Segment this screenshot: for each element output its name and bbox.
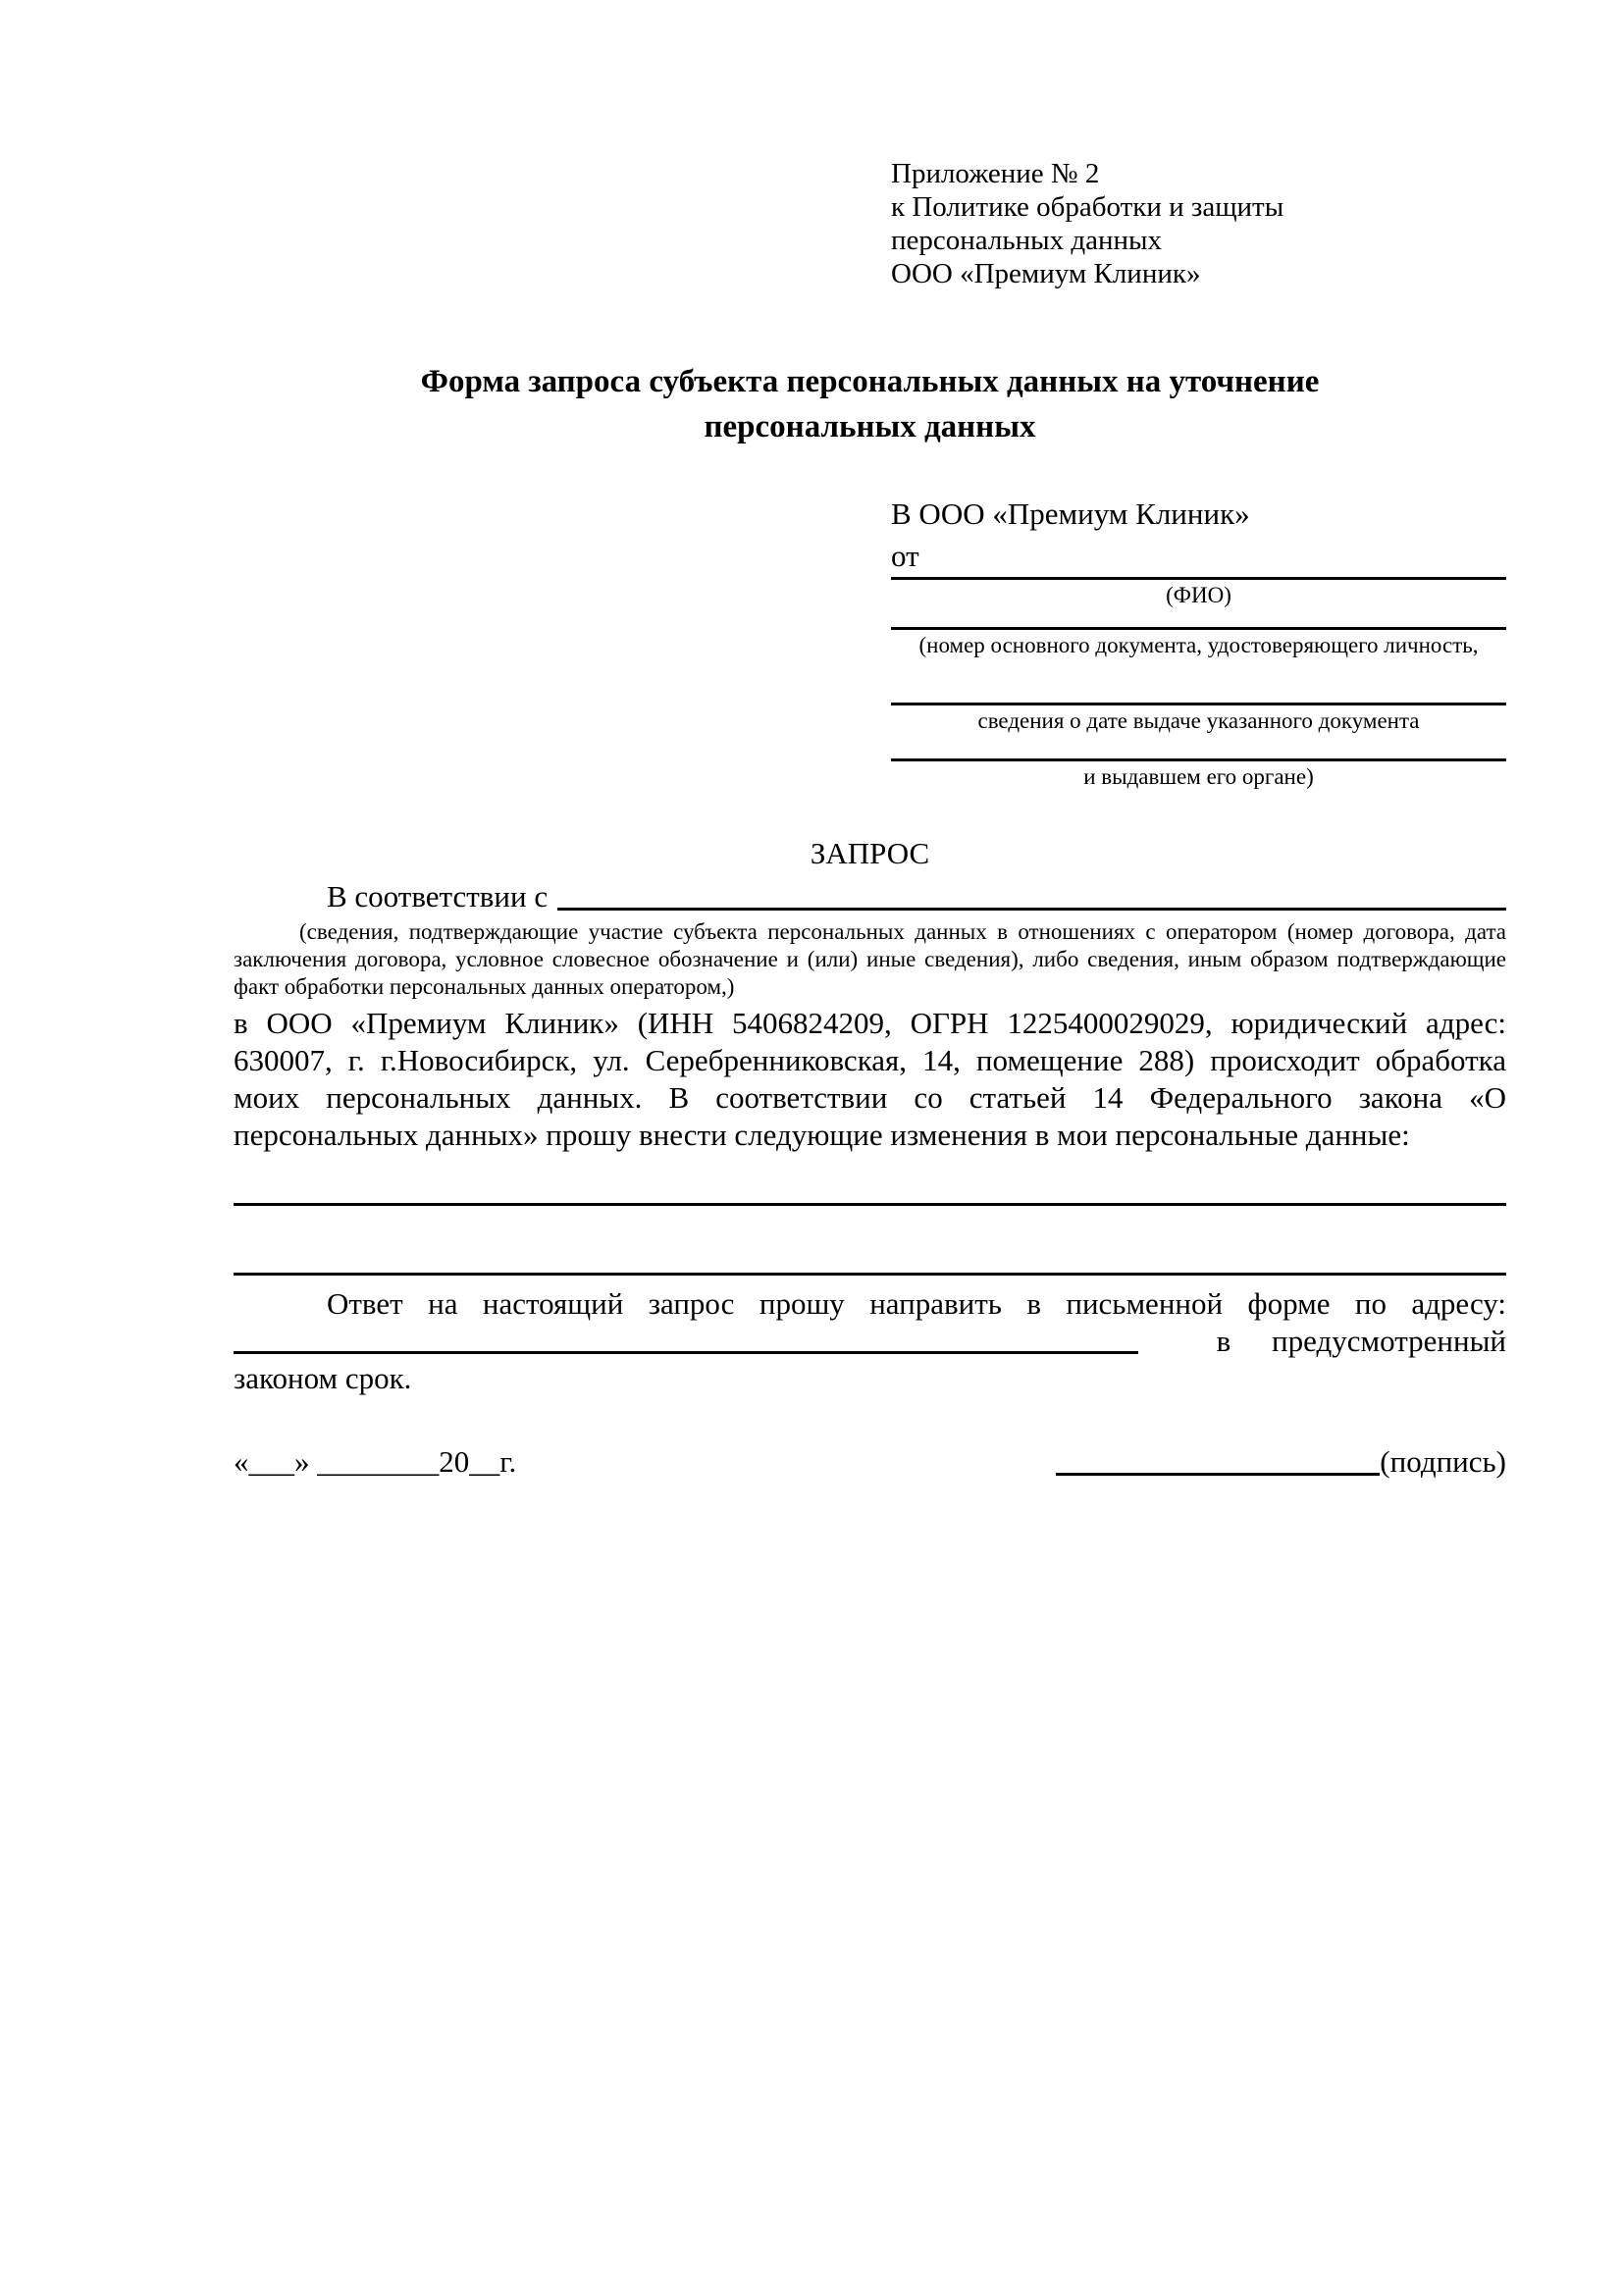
address-input-line [234,1351,1138,1354]
changes-input-line-2 [234,1273,1506,1276]
basis-input-line [557,877,1506,911]
signature-caption: (подпись) [1380,1444,1506,1479]
changes-input-line-1 [234,1203,1506,1206]
basis-lead-text: В соответствии с [327,879,549,913]
fio-caption: (ФИО) [1166,583,1231,607]
signature-field [1056,1442,1506,1482]
issuing-authority-field [891,758,1506,789]
addressee-organization: В ООО «Премиум Клиник» [891,496,1250,531]
form-title: Форма запроса субъекта персональных данных на уточнение персональных данных [420,364,1320,444]
fio-field [891,577,1506,607]
document-number-field [891,627,1506,657]
signature-row [234,1442,1506,1482]
appendix-header [891,157,1506,290]
issuing-authority-caption: и выдавшем его органе) [1083,764,1314,789]
appendix-header-line: персональных данных [891,225,1163,256]
addressee-from-label: от [891,539,919,573]
reply-tail-text: в предусмотренный [1216,1324,1506,1358]
request-heading: ЗАПРОС [810,836,930,870]
appendix-header-line: ООО «Премиум Клиник» [891,258,1201,289]
issue-date-caption: сведения о дате выдаче указанного документа [977,708,1420,733]
addressee-block [891,493,1506,789]
appendix-header-line: Приложение № 2 [891,158,1100,189]
reply-closing-text: законом срок. [234,1361,412,1395]
main-paragraph: в ООО «Премиум Клиник» (ИНН 5406824209, ОГРН 1225400029029, юридический адрес: 630007, г. г.Новосибирск, ул. Серебренниковская, 14, помещение 288) происходит обработка моих персональных данных. В соответствии со статьей 14 Федерального закона «О персональных данных» прошу внести следующие изменения в мои персональные данные: [234,1006,1506,1152]
basis-footnote: (сведения, подтверждающие участие субъекта персональных данных в отношениях с оператором (номер договора, дата заключения договора, условное словесное обозначение и (или) иные сведения), либо сведения, иным образом подтверждающие факт обработки персональных данных оператором,) [234,919,1506,999]
reply-lead-text: Ответ на настоящий запрос прошу направить в письменной форме по адресу: [327,1286,1506,1321]
signature-input-line [1056,1473,1380,1476]
date-blank: «___» ________20__г. [234,1444,517,1479]
issue-date-field [891,703,1506,733]
reply-paragraph [234,1285,1506,1397]
document-number-caption: (номер основного документа, удостоверяющего личность, [918,633,1479,657]
reply-address-row [234,1323,1506,1360]
basis-row [234,877,1506,916]
appendix-header-line: к Политике обработки и защиты [891,191,1284,223]
